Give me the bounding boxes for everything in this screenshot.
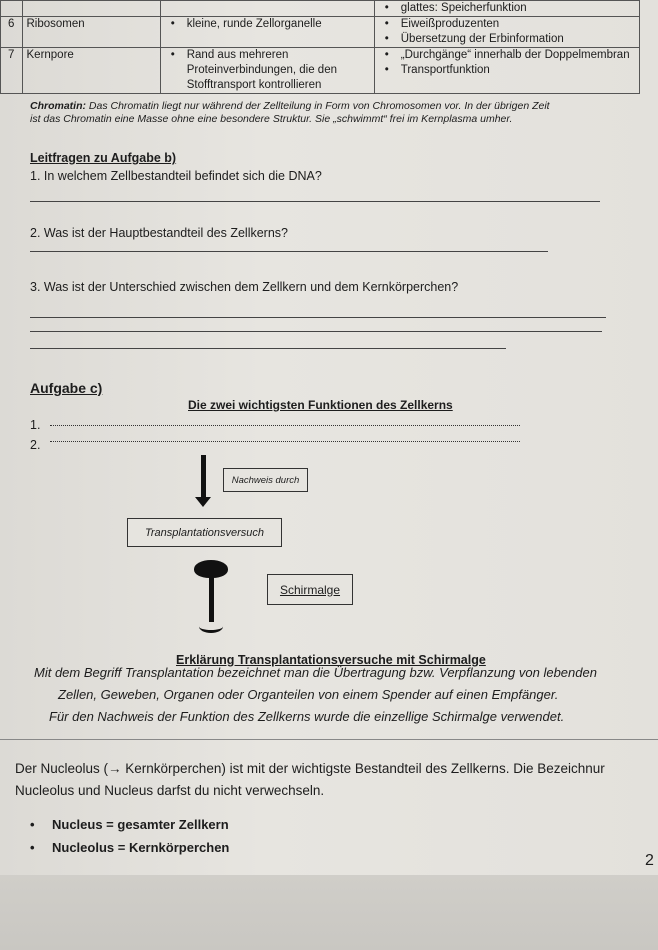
table-cell-organ: Ribosomen [22,17,160,48]
down-arrow-icon [201,455,206,499]
nachweis-box: Nachweis durch [223,468,308,492]
table-task-item: • glattes: Speicherfunktion [379,1,635,16]
schirmalge-box: Schirmalge [267,574,353,605]
question-3: 3. Was ist der Unterschied zwischen dem Zellkern und dem Kernkörperchen? [30,280,459,294]
table-cell-organ [22,1,160,17]
chromatin-text-1: Das Chromatin liegt nur während der Zellteilung in Form von Chromosomen vor. In der übrigen Zeit [88,100,550,112]
table-task-item: • Transportfunktion [379,63,635,78]
table-function-item: • kleine, runde Zellorganelle [165,17,370,32]
page-number: 2 [645,852,654,869]
table-cell-num: 6 [1,17,23,48]
erklaerung-line-1: Mit dem Begriff Transplantation bezeichnet man die Übertragung bzw. Verpflanzung von lebenden [34,665,597,680]
table-task-item: • Übersetzung der Erbinformation [379,32,635,47]
question-2: 2. Was ist der Hauptbestandteil des Zellkerns? [30,226,288,240]
function-number-1: 1. [30,418,41,432]
function-number-2: 2. [30,438,41,452]
transplantation-box: Transplantationsversuch [127,518,282,547]
chromatin-note [30,100,630,126]
schirmalge-stem-icon [209,574,214,622]
table-row [1,17,640,48]
nucleus-bullet: • Nucleus = gesamter Zellkern [52,817,229,832]
table-row [1,1,640,17]
answer-line-3c[interactable] [30,348,506,349]
down-arrow-head-icon [195,497,211,507]
leitfragen-title: Leitfragen zu Aufgabe b) [30,151,177,165]
answer-line-3b[interactable] [30,331,602,332]
answer-line-2[interactable] [30,251,548,252]
table-cell-organ: Kernpore [22,48,160,94]
aufgabe-c-title: Aufgabe c) [30,380,103,396]
nucleolus-line-2: Nucleolus und Nucleus darfst du nicht verwechseln. [15,783,325,798]
table-task-item: • Eiweißproduzenten [379,17,635,32]
table-cell-tasks [374,48,639,94]
table-cell-tasks [374,1,639,17]
desk-background [0,875,658,950]
table-cell-function [160,17,374,48]
table-cell-function [160,48,374,94]
function-line-1[interactable] [50,425,520,426]
answer-line-1[interactable] [30,201,600,202]
chromatin-label: Chromatin: [30,100,86,112]
table-cell-num: 7 [1,48,23,94]
schirmalge-rhizoid-icon [199,620,223,633]
nucleolus-bullet: • Nucleolus = Kernkörperchen [52,840,229,855]
table-cell-tasks [374,17,639,48]
question-1: 1. In welchem Zellbestandteil befindet sich die DNA? [30,169,322,183]
erklaerung-line-2: Zellen, Geweben, Organen oder Organteilen von einem Spender auf einen Empfänger. [58,687,559,702]
table-cell-function [160,1,374,17]
chromatin-text-2: ist das Chromatin eine Masse ohne eine besondere Struktur. Sie „schwimmt“ frei im Kernplasma umher. [30,113,513,125]
table-task-item: • „Durchgänge“ innerhalb der Doppelmembran [379,48,635,63]
table-function-item: • Rand aus mehreren Proteinverbindungen, die den Stofftransport kontrollieren [165,48,370,93]
section-divider [0,739,658,740]
function-line-2[interactable] [50,441,520,442]
functions-title: Die zwei wichtigsten Funktionen des Zellkerns [188,398,453,412]
organelle-table [0,0,640,94]
table-cell-num [1,1,23,17]
answer-line-3a[interactable] [30,317,606,318]
table-row [1,48,640,94]
nucleolus-line-1: Der Nucleolus (→ Kernkörperchen) ist mit der wichtigste Bestandteil des Zellkerns. Die Bezeichnur [15,761,605,776]
erklaerung-line-3: Für den Nachweis der Funktion des Zellkerns wurde die einzellige Schirmalge verwendet. [49,709,565,724]
erklaerung-title: Erklärung Transplantationsversuche mit Schirmalge [176,653,486,667]
